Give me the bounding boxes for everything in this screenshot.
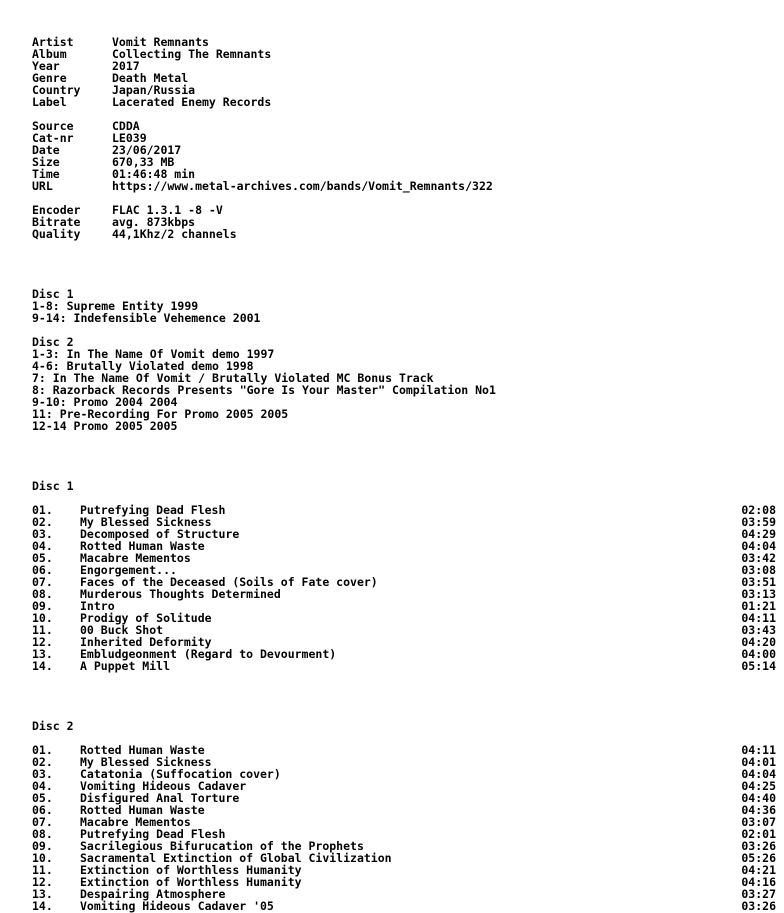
source-label: Source xyxy=(32,119,74,133)
track-title: Intro xyxy=(80,599,115,613)
info-value: Death Metal xyxy=(112,71,189,85)
encoding-label: Quality xyxy=(32,227,81,241)
track-number: 09. xyxy=(32,839,53,853)
source-label: Cat-nr xyxy=(32,131,74,145)
note-line: 1-3: In The Name Of Vomit demo 1997 xyxy=(32,347,275,361)
track-time: 04:40 xyxy=(741,791,776,805)
track-number: 01. xyxy=(32,743,53,757)
source-value: 670,33 MB xyxy=(112,155,175,169)
track-time: 04:01 xyxy=(741,755,776,769)
track-title: My Blessed Sickness xyxy=(80,515,212,529)
track-time: 03:26 xyxy=(741,899,776,913)
track-title: Catatonia (Suffocation cover) xyxy=(80,767,281,781)
url-value: https://www.metal-archives.com/bands/Vomit_Remnants/322 xyxy=(112,179,493,193)
track-number: 13. xyxy=(32,647,53,661)
track-title: Extinction of Worthless Humanity xyxy=(80,875,302,889)
track-title: Faces of the Deceased (Soils of Fate cover) xyxy=(80,575,378,589)
info-label: Year xyxy=(32,59,60,73)
track-time: 04:11 xyxy=(741,743,776,757)
track-time: 05:26 xyxy=(741,851,776,865)
source-label: Size xyxy=(32,155,60,169)
info-label: Genre xyxy=(32,71,67,85)
track-time: 03:26 xyxy=(741,839,776,853)
track-number: 14. xyxy=(32,659,53,673)
track-title: Vomiting Hideous Cadaver '05 xyxy=(80,899,274,913)
note-line: 8: Razorback Records Presents "Gore Is Your Master" Compilation No1 xyxy=(32,383,496,397)
tracklist-heading: Disc 2 xyxy=(32,719,74,733)
track-time: 04:20 xyxy=(741,635,776,649)
track-time: 03:43 xyxy=(741,623,776,637)
track-title: Inherited Deformity xyxy=(80,635,212,649)
info-label: Label xyxy=(32,95,67,109)
track-title: Macabre Mementos xyxy=(80,551,191,565)
track-title: Extinction of Worthless Humanity xyxy=(80,863,302,877)
track-number: 05. xyxy=(32,791,53,805)
track-time: 03:13 xyxy=(741,587,776,601)
track-number: 11. xyxy=(32,623,53,637)
track-number: 07. xyxy=(32,575,53,589)
source-value: 01:46:48 min xyxy=(112,167,196,181)
note-line: 7: In The Name Of Vomit / Brutally Violated MC Bonus Track xyxy=(32,371,434,385)
encoding-value: FLAC 1.3.1 -8 -V xyxy=(112,203,223,217)
track-title: 00 Buck Shot xyxy=(80,623,164,637)
track-row xyxy=(0,660,784,672)
track-number: 04. xyxy=(32,539,53,553)
encoding-value: 44,1Khz/2 channels xyxy=(112,227,237,241)
disc1-notes xyxy=(0,288,784,324)
encoding-value: avg. 873kbps xyxy=(112,215,196,229)
track-time: 05:14 xyxy=(741,659,776,673)
source-label: Time xyxy=(32,167,60,181)
track-number: 12. xyxy=(32,635,53,649)
track-number: 03. xyxy=(32,527,53,541)
track-row xyxy=(0,588,784,600)
source-value: 23/06/2017 xyxy=(112,143,182,157)
track-time: 02:08 xyxy=(741,503,776,517)
tracklist-heading: Disc 1 xyxy=(32,479,74,493)
note-line: 4-6: Brutally Violated demo 1998 xyxy=(32,359,254,373)
source-row xyxy=(0,180,784,192)
nfo-document xyxy=(0,36,784,912)
track-title: Rotted Human Waste xyxy=(80,803,205,817)
note-line: 9-14: Indefensible Vehemence 2001 xyxy=(32,311,261,325)
track-title: Prodigy of Solitude xyxy=(80,611,212,625)
track-number: 14. xyxy=(32,899,53,913)
track-number: 09. xyxy=(32,599,53,613)
track-number: 04. xyxy=(32,779,53,793)
info-value: Vomit Remnants xyxy=(112,35,209,49)
track-number: 11. xyxy=(32,863,53,877)
track-title: Putrefying Dead Flesh xyxy=(80,503,226,517)
track-number: 10. xyxy=(32,851,53,865)
track-title: Disfigured Anal Torture xyxy=(80,791,240,805)
info-section xyxy=(0,36,784,108)
track-number: 12. xyxy=(32,875,53,889)
track-title: Rotted Human Waste xyxy=(80,539,205,553)
track-time: 04:16 xyxy=(741,875,776,889)
disc2-tracklist xyxy=(0,720,784,912)
encoding-row xyxy=(0,228,784,240)
info-value: Lacerated Enemy Records xyxy=(112,95,272,109)
track-time: 02:01 xyxy=(741,827,776,841)
track-number: 07. xyxy=(32,815,53,829)
source-label: Date xyxy=(32,143,60,157)
track-title: Rotted Human Waste xyxy=(80,743,205,757)
note-line: 12-14 Promo 2005 2005 xyxy=(32,419,178,433)
info-label: Country xyxy=(32,83,81,97)
track-title: Macabre Mementos xyxy=(80,815,191,829)
source-section xyxy=(0,120,784,192)
encoding-section xyxy=(0,204,784,240)
track-time: 04:36 xyxy=(741,803,776,817)
track-time: 03:08 xyxy=(741,563,776,577)
encoding-label: Bitrate xyxy=(32,215,81,229)
track-title: Despairing Atmosphere xyxy=(80,887,226,901)
track-time: 04:00 xyxy=(741,647,776,661)
track-time: 03:27 xyxy=(741,887,776,901)
note-line: 11: Pre-Recording For Promo 2005 2005 xyxy=(32,407,289,421)
track-time: 04:29 xyxy=(741,527,776,541)
track-title: My Blessed Sickness xyxy=(80,755,212,769)
track-number: 01. xyxy=(32,503,53,517)
track-time: 04:25 xyxy=(741,779,776,793)
track-title: Sacramental Extinction of Global Civilization xyxy=(80,851,392,865)
info-row xyxy=(0,96,784,108)
track-time: 01:21 xyxy=(741,599,776,613)
track-title: Vomiting Hideous Cadaver xyxy=(80,779,247,793)
track-number: 13. xyxy=(32,887,53,901)
info-value: Japan/Russia xyxy=(112,83,196,97)
track-number: 05. xyxy=(32,551,53,565)
track-time: 03:42 xyxy=(741,551,776,565)
track-title: Decomposed of Structure xyxy=(80,527,240,541)
source-label: URL xyxy=(32,179,53,193)
track-time: 04:04 xyxy=(741,767,776,781)
track-time: 04:11 xyxy=(741,611,776,625)
track-number: 06. xyxy=(32,563,53,577)
disc2-notes xyxy=(0,336,784,432)
track-title: A Puppet Mill xyxy=(80,659,171,673)
track-number: 10. xyxy=(32,611,53,625)
track-time: 04:04 xyxy=(741,539,776,553)
encoding-label: Encoder xyxy=(32,203,81,217)
note-line: 1-8: Supreme Entity 1999 xyxy=(32,299,199,313)
track-title: Putrefying Dead Flesh xyxy=(80,827,226,841)
track-title: Engorgement... xyxy=(80,563,177,577)
track-number: 02. xyxy=(32,755,53,769)
track-title: Sacrilegious Bifurucation of the Prophets xyxy=(80,839,364,853)
disc1-tracklist xyxy=(0,480,784,672)
track-time: 03:59 xyxy=(741,515,776,529)
track-number: 02. xyxy=(32,515,53,529)
info-value: 2017 xyxy=(112,59,140,73)
disc-heading: Disc 1 xyxy=(32,287,74,301)
track-number: 08. xyxy=(32,827,53,841)
track-number: 08. xyxy=(32,587,53,601)
track-title: Embludgeonment (Regard to Devourment) xyxy=(80,647,337,661)
note-line: 9-10: Promo 2004 2004 xyxy=(32,395,178,409)
track-title: Murderous Thoughts Determined xyxy=(80,587,281,601)
info-label: Album xyxy=(32,47,67,61)
track-time: 04:21 xyxy=(741,863,776,877)
track-number: 03. xyxy=(32,767,53,781)
source-value: LE039 xyxy=(112,131,147,145)
track-time: 03:07 xyxy=(741,815,776,829)
disc-heading: Disc 2 xyxy=(32,335,74,349)
track-row xyxy=(0,900,784,912)
source-value: CDDA xyxy=(112,119,140,133)
info-label: Artist xyxy=(32,35,74,49)
track-time: 03:51 xyxy=(741,575,776,589)
info-value: Collecting The Remnants xyxy=(112,47,272,61)
track-number: 06. xyxy=(32,803,53,817)
